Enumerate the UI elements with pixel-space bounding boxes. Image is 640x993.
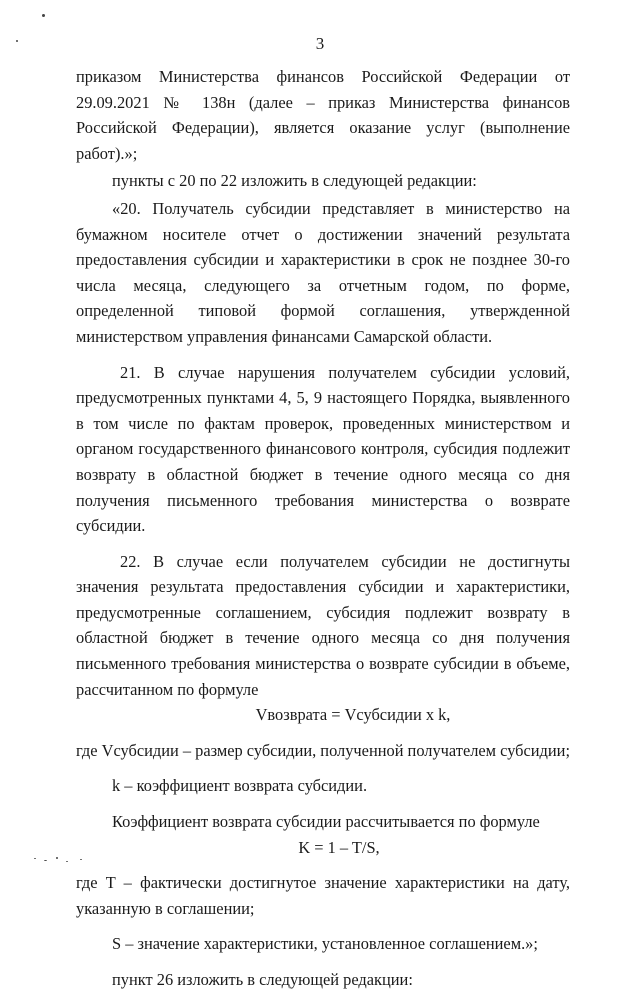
scan-speck: [80, 859, 82, 860]
paragraph-item-26-intro: пункт 26 изложить в следующей редакции:: [112, 970, 413, 989]
paragraph-k-definition: k – коэффициент возврата субсидии.: [112, 776, 368, 796]
paragraph-item-21: 21. В случае нарушения получателем субсидии условий, предусмотренных пунктами 4, 5, 9 настоящего Порядка, выявленного в том числе по фактам проверок, проведенных министерством и органом государственного финансового контроля, субсидия подлежит возврату в областной бюджет в течение одного месяца со дня получения письменного требования министерства о возврате субсидии.: [76, 362, 570, 536]
scan-speck: [44, 860, 47, 861]
scan-speck: [42, 14, 45, 17]
formula-coefficient: K = 1 – T/S,: [298, 837, 380, 857]
scan-speck: [66, 861, 68, 862]
document-body: [76, 64, 570, 993]
scan-speck: [16, 40, 18, 42]
paragraph-item-20: «20. Получатель субсидии представляет в министерство на бумажном носителе отчет о достижении значений результата предоставления субсидии и характеристики в срок не позднее 30-го числа месяца, следующего за отчетным годом, по форме, определенной типовой формой соглашения, утвержденной министерством управления финансами Самарской области.: [76, 198, 570, 346]
formula-refund-volume: Vвозврата = Vсубсидии х k,: [255, 705, 451, 725]
paragraph-where-v: где Vсубсидии – размер субсидии, полученной получателем субсидии;: [76, 740, 570, 760]
paragraph-coefficient-intro: Коэффициент возврата субсидии рассчитывается по формуле: [112, 812, 540, 832]
page-number: 3: [315, 34, 325, 53]
paragraph-where-t: где T – фактически достигнутое значение характеристики на дату, указанную в соглашении;: [76, 873, 570, 918]
scan-speck: [34, 858, 36, 859]
scan-speck: [56, 857, 58, 859]
paragraph-s-definition: S – значение характеристики, установленное соглашением.»;: [112, 934, 538, 954]
paragraph-items-intro: пункты с 20 по 22 изложить в следующей редакции:: [112, 171, 477, 191]
paragraph-item-22: 22. В случае если получателем субсидии не достигнуты значения результата предоставления субсидии и характеристики, предусмотренные соглашением, субсидия подлежит возврату в областной бюджет в течение одного месяца со дня получения письменного требования министерства о возврате субсидии в объеме, рассчитанном по формуле: [76, 551, 570, 699]
paragraph-continuation: приказом Министерства финансов Российской Федерации от 29.09.2021 № 138н (далее – приказ Министерства финансов Российской Федерации), является оказание услуг (выполнение работ).»;: [76, 67, 570, 163]
